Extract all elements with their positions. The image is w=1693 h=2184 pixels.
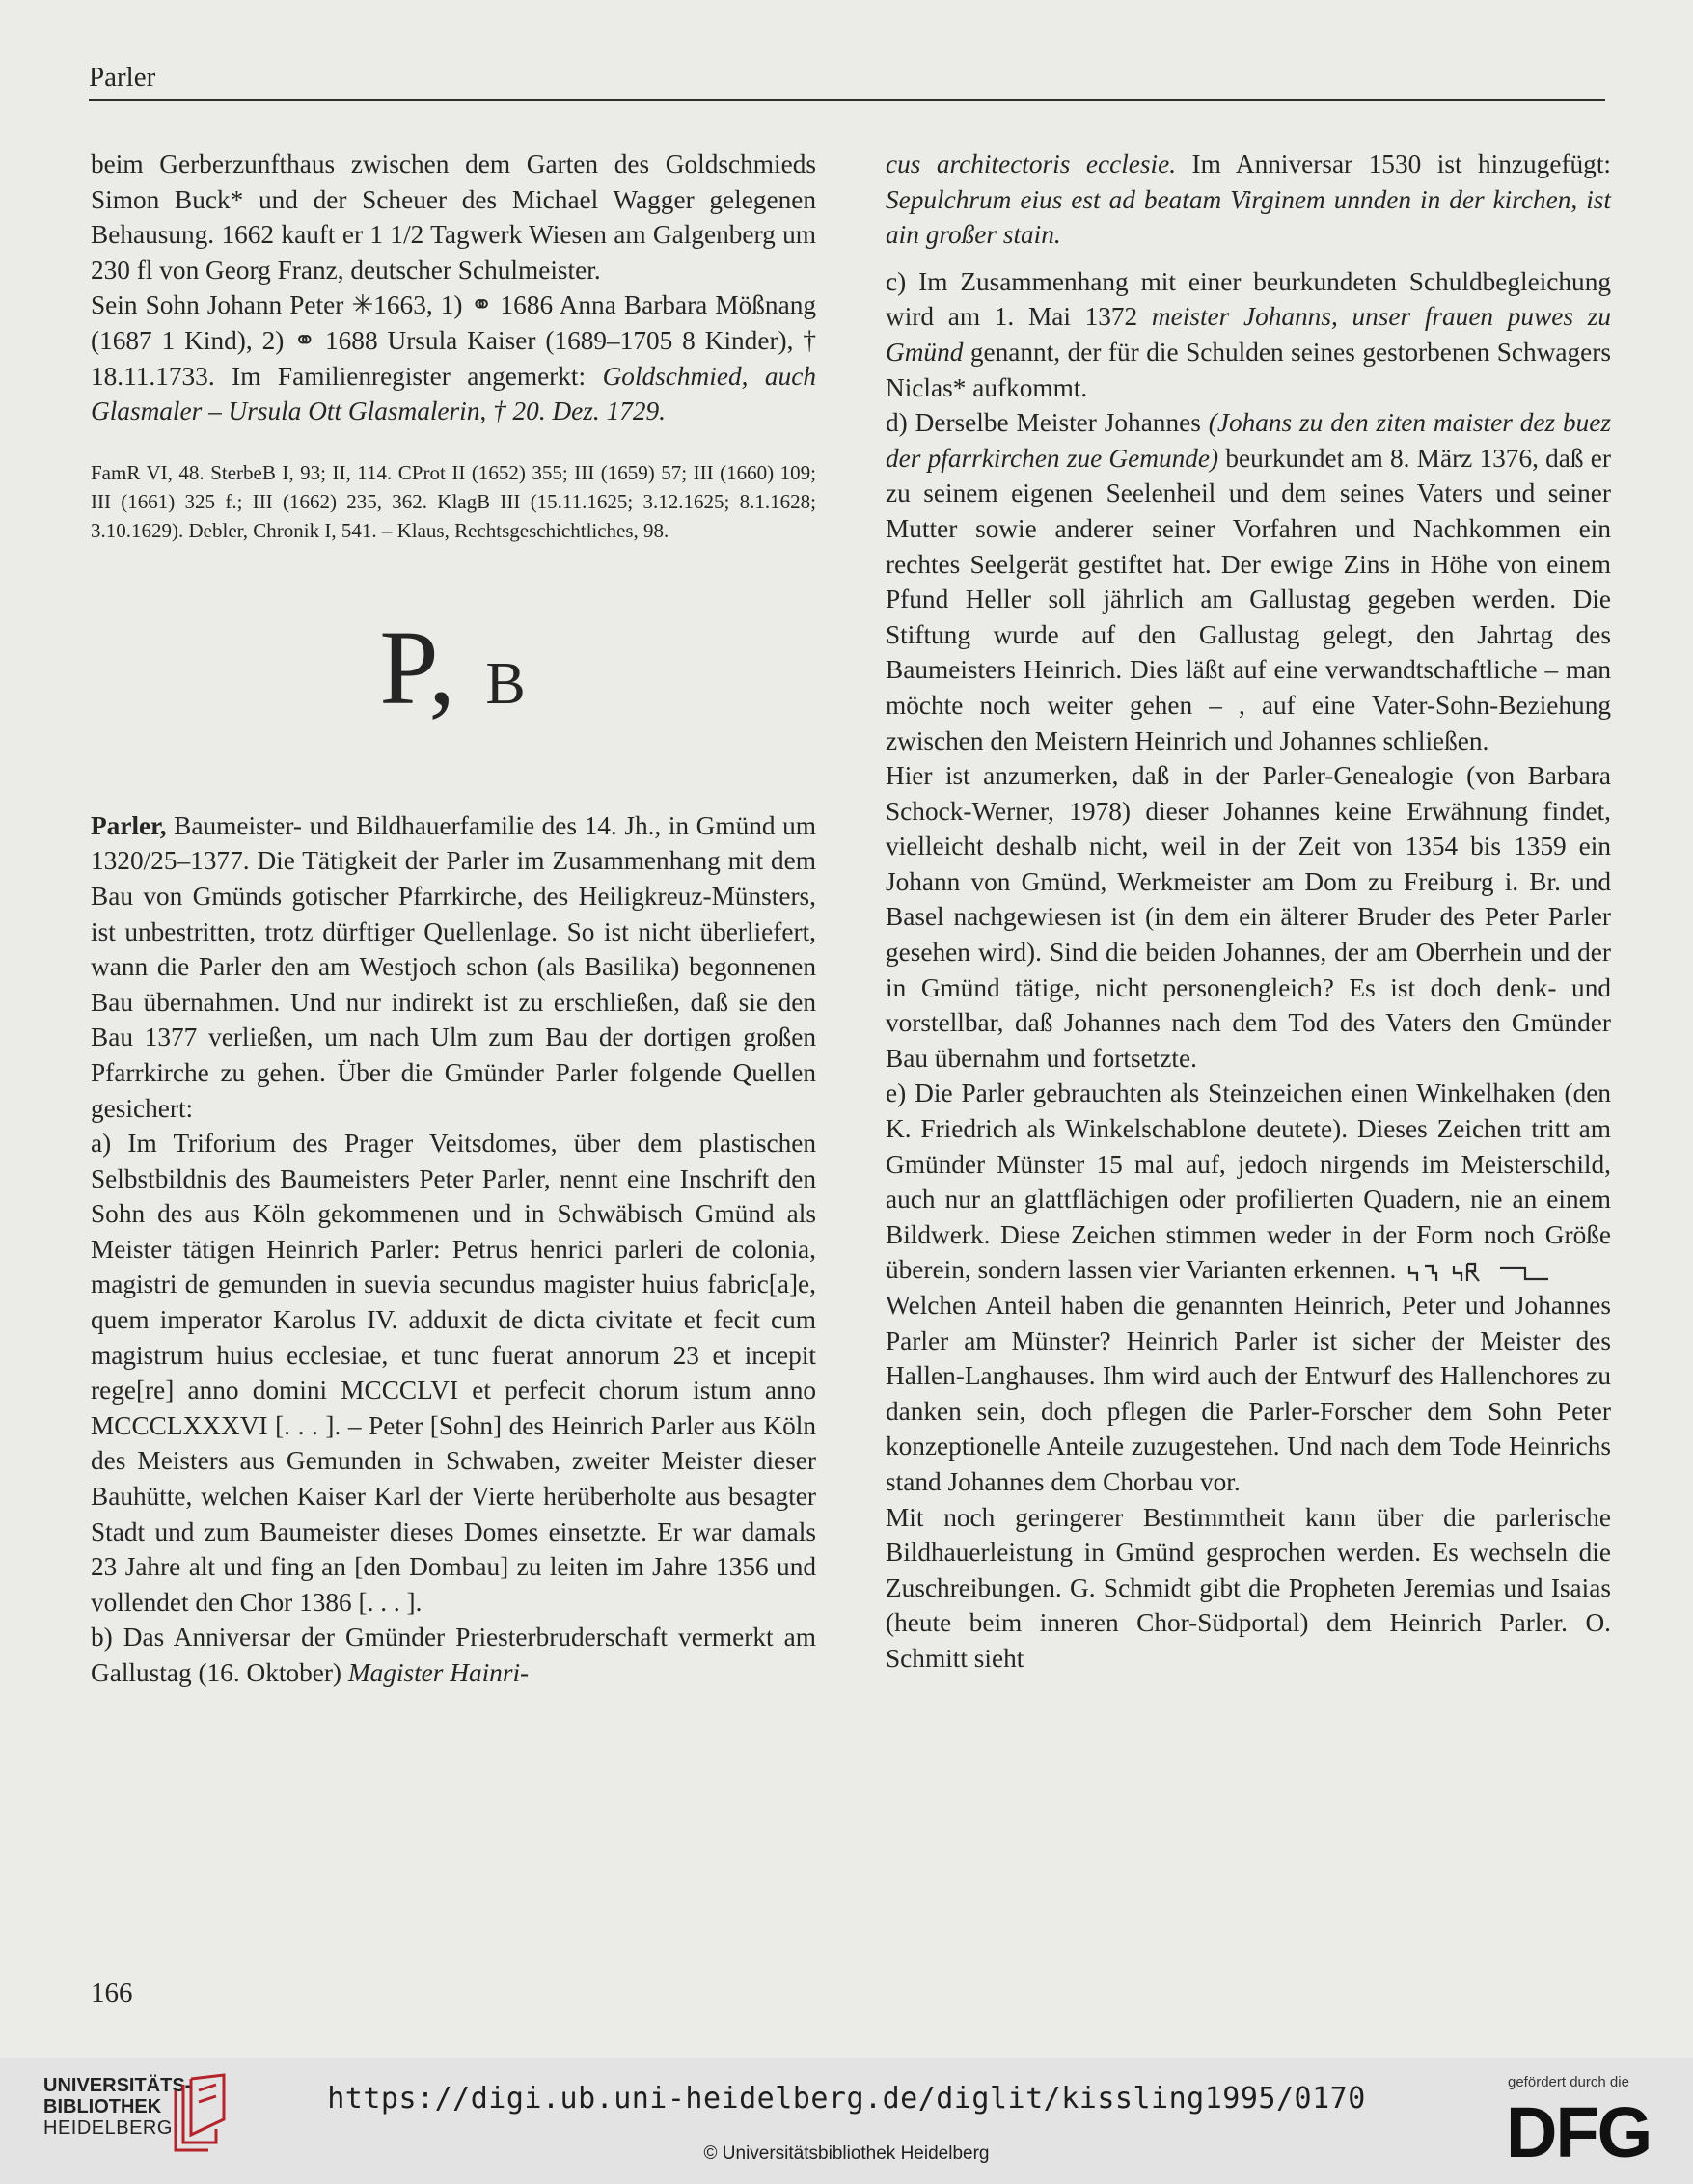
running-head: Parler — [89, 62, 156, 93]
references: FamR VI, 48. SterbeB I, 93; II, 114. CProt II (1652) 355; III (1659) 57; III (1660) 109; III (1661) 325 f.; III (1662) 235, 362. KlagB III (15.11.1625; 3.12.1625; 8.1.1628; 3.10.1629). Debler, Chronik I, 541. – Klaus, Rechtsgeschichtliches, 98. — [91, 460, 816, 542]
paragraph-anteil: Welchen Anteil haben die genannten Heinrich, Peter und Johannes Parler am Münster? Heinrich Parler ist sicher der Meister des Hallen-Langhauses. Ihm wird auch der Entwurf des Hallenchores zu danken sein, doch pflegen die Parler-Forscher dem Sohn Peter konzeptionelle Anteile zuzugestehen. Und nach dem Tode Heinrichs stand Johannes dem Chorbau vor. — [886, 1291, 1611, 1496]
permalink-url[interactable]: https://digi.ub.uni-heidelberg.de/diglit/kissling1995/0170 — [327, 2082, 1366, 2116]
source-d-text1: d) Derselbe Meister Johannes — [886, 408, 1209, 438]
ub-logo-line3: HEIDELBERG — [43, 2117, 173, 2139]
source-e — [886, 1076, 1611, 1288]
footer-bar — [0, 2058, 1693, 2184]
source-b-cont-italic: cus architectoris ecclesie. — [886, 150, 1177, 178]
paragraph-johann-peter-text: Sein Sohn Johann Peter ✳1663, 1) ⚭ 1686 Anna Barbara Mößnang (1687 1 Kind), 2) ⚭ 1688 Ursula Kaiser (1689–1705 8 Kinder), † 18.11.1733. Im Familienregister angemerkt: — [91, 290, 816, 391]
ub-logo-line2: BIBLIOTHEK — [43, 2096, 162, 2117]
entry-parler — [91, 808, 816, 1126]
source-b-cont-text: Im Anniversar 1530 ist hinzugefügt: — [1176, 150, 1611, 178]
source-d — [886, 405, 1611, 758]
page-number: 166 — [91, 1978, 133, 2008]
paragraph-johann-peter — [91, 287, 816, 428]
stonemason-marks-icon — [1404, 1258, 1606, 1287]
ub-logo-line1: UNIVERSITÄTS- — [43, 2075, 192, 2096]
header-rule — [89, 99, 1605, 101]
paragraph-genealogy: Hier ist anzumerken, daß in der Parler-Genealogie (von Barbara Schock-Werner, 1978) dieser Johannes keine Erwähnung findet, vielleicht deshalb nicht, weil in der Zeit von 1354 bis 1359 ein Johann von Gmünd, Werkmeister am Dom zu Freiburg i. Br. und Basel nachgewiesen ist (in dem ein älterer Bruder des Peter Parler gesehen wird). Sind die beiden Johannes, der am Oberrhein und der in Gmünd tätige, nicht personengleich? Es ist doch denk- und vorstellbar, daß Johannes nach dem Tod des Vaters den Gmünder Bau übernahm und fortsetzte. — [886, 761, 1611, 1073]
source-c-text2: genannt, der für die Schulden seines gestorbenen Schwagers Niclas* aufkommt. — [886, 337, 1611, 402]
source-e-text: e) Die Parler gebrauchten als Steinzeichen einen Winkelhaken (den K. Friedrich als Winkelschablone deutete). Dieses Zeichen tritt am Gmünder Münster 15 mal auf, jedoch nirgends im Meisterschild, auch nur an glattflächigen oder profilierten Quadern, nie an einem Bildwerk. Diese Zeichen stimmen weder in der Form noch Größe überein, sondern lassen vier Varianten erkennen. — [886, 1078, 1611, 1285]
source-b-text: b) Das Anniversar der Gmünder Priesterbruderschaft vermerkt am Gallustag (16. Oktober) — [91, 1623, 816, 1687]
left-column — [91, 147, 816, 1691]
section-letter-p: P, — [379, 608, 457, 726]
source-c — [886, 264, 1611, 405]
source-a: a) Im Triforium des Prager Veitsdomes, über dem plastischen Selbstbildnis des Baumeisters Peter Parler, nennt eine Inschrift den Sohn des aus Köln gekommenen und in Schwäbisch Gmünd als Meister tätigen Heinrich Parler: Petrus henrici parleri de colonia, magistri de gemunden in suevia secundus magister huius fabric[a]e, quem imperator Karolus IV. adduxit de dicta civitate et fecit cum magistrum huius ecclesiae, et tunc fuerat annorum 23 et incepit rege[re] anno domini MCCCLVI et perfecit chorum istum anno MCCCLXXXVI [. . . ]. – Peter [Sohn] des Heinrich Parler aus Köln des Meisters aus Gemunden in Schwaben, zweiter Meister dieser Bauhütte, welchen Kaiser Karl der Vierte herüberholte aus besagter Stadt und zum Baumeister dieses Domes einsetzte. Er war damals 23 Jahre alt und fing an [den Dombau] zu leiten im Jahre 1356 und vollendet den Chor 1386 [. . . ]. — [91, 1129, 816, 1617]
funded-by-label: gefördert durch die — [1508, 2074, 1629, 2090]
spacer — [886, 253, 1611, 264]
source-d-text2: beurkundet am 8. März 1376, daß er zu seinem eigenen Seelenheil und dem seines Vaters und seiner Mutter sowie anderer seiner Vorfahren und Nachkommen ein rechtes Seelgerät gestiftet hat. Der ewige Zins in Höhe von einem Pfund Heller soll jährlich am Gallustag gegeben werden. Die Stiftung wurde auf den Gallustag gelegt, den Jahrtag des Baumeisters Heinrich. Dies läßt auf eine verwandtschaftliche – man möchte noch weiter gehen – , auf eine Vater-Sohn-Beziehung zwischen den Meistern Heinrich und Johannes schließen. — [886, 443, 1612, 755]
entry-text: Baumeister- und Bildhauerfamilie des 14. Jh., in Gmünd um 1320/25–1377. Die Tätigkeit der Parler im Zusammenhang mit dem Bau von Gmünds gotischer Pfarrkirche, des Heiligkreuz-Münsters, ist unbestritten, trotz dürftiger Quellenlage. So ist nicht überliefert, wann die Parler den am Westjoch schon (als Basilika) begonnenen Bau übernahmen. Und nur indirekt ist zu erschließen, daß sie den Bau 1377 verließen, um nach Ulm zum Bau der dortigen großen Pfarrkirche zu gehen. Über die Gmünder Parler folgende Quellen gesichert: — [91, 810, 816, 1123]
paragraph-bildhauer: Mit noch geringerer Bestimmtheit kann über die parlerische Bildhauerleistung in Gmünd gesprochen werden. Es wechseln die Zuschreibungen. G. Schmidt gibt die Propheten Jeremias und Isaias (heute beim inneren Chor-Südportal) dem Heinrich Parler. O. Schmitt sieht — [886, 1502, 1611, 1673]
right-column — [886, 147, 1611, 1677]
source-c-italic: meister Johanns, unser frauen puwes zu Gmünd — [886, 302, 1611, 367]
source-b — [91, 1620, 816, 1690]
dfg-logo[interactable]: DFG — [1506, 2092, 1652, 2172]
paragraph-buck: beim Gerberzunfthaus zwischen dem Garten des Goldschmieds Simon Buck* und der Scheuer des Michael Wagger gelegenen Behausung. 1662 kauft er 1 1/2 Tagwerk Wiesen am Galgenberg um 230 fl von Georg Franz, deutscher Schulmeister. — [91, 150, 816, 285]
section-letter — [91, 608, 816, 737]
paragraph-johann-peter-italic: Goldschmied, auch Glasmaler – Ursula Ott Glasmalerin, † 20. Dez. 1729. — [91, 361, 816, 426]
copyright-notice: © Universitätsbibliothek Heidelberg — [703, 2143, 990, 2164]
source-b-cont-italic2: Sepulchrum eius est ad beatam Virginem unnden in der kirchen, ist ain großer stain. — [886, 184, 1611, 250]
entry-headword: Parler, — [91, 810, 167, 840]
source-b-continued — [886, 147, 1611, 253]
section-letter-b: B — [485, 650, 528, 717]
source-b-italic: Magister Hainri- — [347, 1658, 530, 1687]
source-c-text1: c) Im Zusammenhang mit einer beurkundeten Schuldbegleichung wird am 1. Mai 1372 — [886, 266, 1611, 332]
source-d-italic: (Johans zu den ziten maister dez buez der pfarrkirchen zue Gemunde) — [886, 408, 1612, 473]
